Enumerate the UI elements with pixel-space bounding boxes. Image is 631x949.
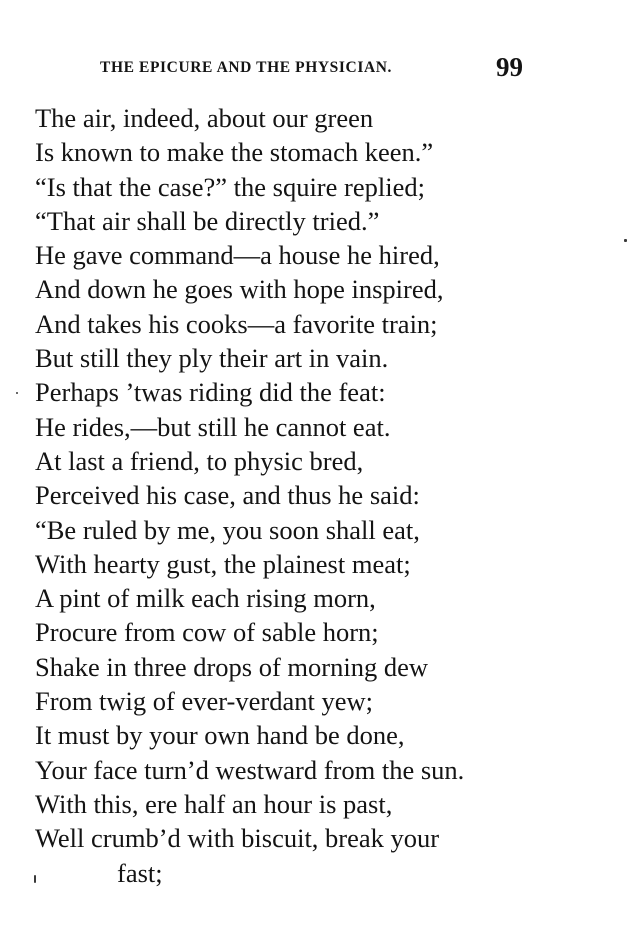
verse-line-23-runover: fast; [117, 857, 163, 888]
ink-speck [624, 239, 627, 242]
running-head [100, 52, 530, 82]
verse-line-12: Perceived his case, and thus he said: [35, 480, 420, 511]
verse-line-8: But still they ply their art in vain. [35, 343, 389, 374]
running-title: THE EPICURE AND THE PHYSICIAN. [100, 59, 393, 76]
verse-line-14: With hearty gust, the plainest meat; [35, 548, 411, 579]
verse-line-5: He gave command—a house he hired, [35, 240, 440, 271]
ink-speck [16, 392, 18, 394]
verse-line-20: Your face turn’d westward from the sun. [35, 754, 465, 785]
verse-line-15: A pint of milk each rising morn, [35, 583, 376, 614]
verse-line-11: At last a friend, to physic bred, [35, 445, 364, 476]
verse-line-2: Is known to make the stomach keen.” [35, 137, 434, 168]
verse-line-17: Shake in three drops of morning dew [35, 651, 428, 682]
verse-line-18: From twig of ever-verdant yew; [35, 686, 373, 717]
verse-line-13: “Be ruled by me, you soon shall eat, [35, 514, 420, 545]
verse-line-21: With this, ere half an hour is past, [35, 788, 393, 819]
ink-speck [34, 875, 36, 883]
page-number: 99 [496, 52, 523, 82]
verse-line-6: And down he goes with hope inspired, [35, 274, 444, 305]
verse-line-1: The air, indeed, about our green [35, 103, 374, 133]
verse-line-16: Procure from cow of sable horn; [35, 617, 379, 648]
verse-line-22: Well crumb’d with biscuit, break your [35, 823, 440, 854]
verse-line-7: And takes his cooks—a favorite train; [35, 308, 438, 339]
verse-line-4: “That air shall be directly tried.” [35, 205, 380, 236]
poem-body [35, 101, 555, 890]
verse-line-19: It must by your own hand be done, [35, 720, 405, 751]
verse-line-3: “Is that the case?” the squire replied; [35, 171, 425, 202]
verse-line-9: Perhaps ’twas riding did the feat: [35, 377, 386, 408]
verse-line-10: He rides,—but still he cannot eat. [35, 411, 391, 442]
